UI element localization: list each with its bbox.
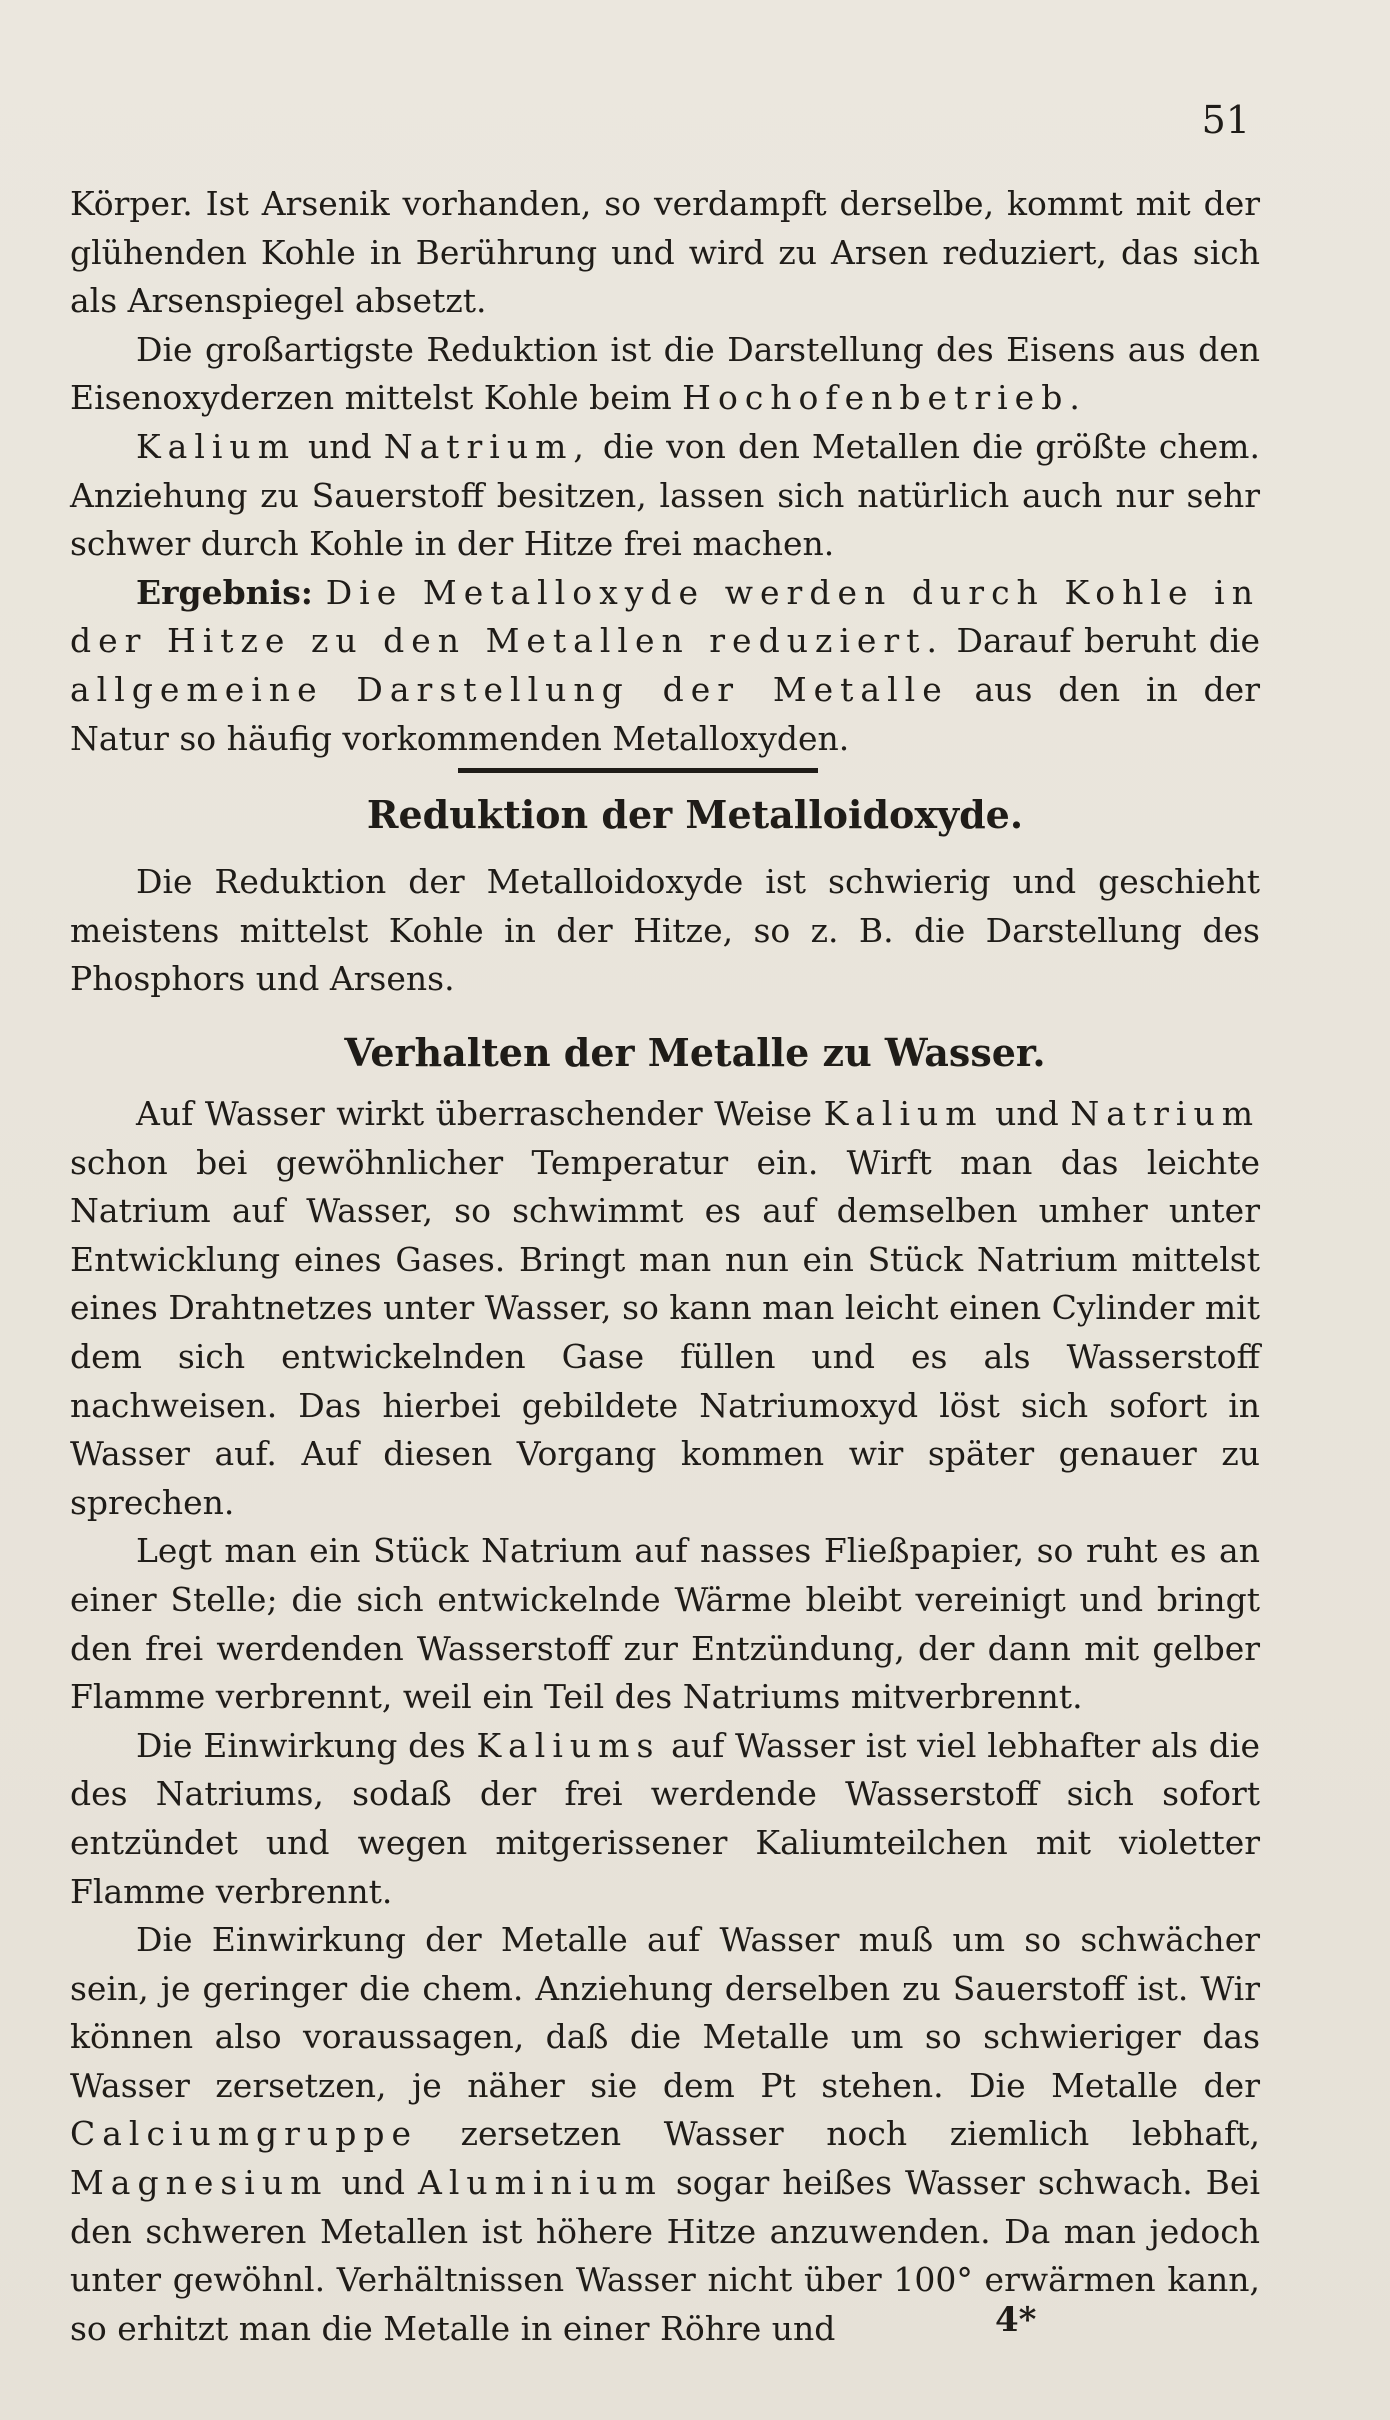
- paragraph-8-text: Die Einwirkung des: [136, 1725, 466, 1765]
- heading-metalle-wasser: Verhalten der Metalle zu Wasser.: [344, 1030, 1046, 1075]
- paragraph-8-kaliums: Kaliums: [476, 1725, 661, 1765]
- paragraph-9-text: Die Einwirkung der Metalle auf Wasser muß um so schwächer sein, je geringer die chem. Anziehung derselben zu Sauerstoff ist. Wir können also voraussagen, daß die Metalle um so schwieriger das Wasser zersetzen, je näher sie dem Pt stehen. Die Metalle der: [70, 1920, 1260, 2105]
- paragraph-3-und: und: [308, 426, 372, 466]
- paragraph-8-body: auf Wasser ist viel lebhafter als die des Natriums, sodaß der frei werdende Wasserstoff sich sofort entzündet und wegen mitgerissener Kaliumteilchen mit violetter Flamme verbrennt.: [70, 1725, 1260, 1911]
- paragraph-3: [70, 423, 1260, 569]
- paragraph-9: [70, 1916, 1260, 2353]
- text-section-2: [70, 858, 1260, 1004]
- text-section-3: [70, 1090, 1260, 2353]
- paragraph-3-natrium: Natrium,: [383, 426, 591, 466]
- paragraph-9-und: und: [341, 2163, 406, 2203]
- paragraph-3-kalium: Kalium: [136, 426, 296, 466]
- paragraph-9-calciumgruppe: Calciumgruppe: [70, 2114, 418, 2154]
- paragraph-6-text: Auf Wasser wirkt überraschender Weise: [136, 1094, 813, 1133]
- paragraph-9-tail: sogar heißes Wasser schwach. Bei den schweren Metallen ist höhere Hitze anzuwenden. Da man jedoch unter gewöhnl. Verhältnissen Wasser nicht über 100° erwärmen kann, so erhitzt man die Metalle in einer Röhre und: [70, 2163, 1261, 2348]
- paragraph-6: [70, 1090, 1260, 1527]
- signature-mark: 4*: [995, 2300, 1037, 2340]
- paragraph-4-emphasis: allgemeine Darstellung der Metalle: [70, 669, 949, 709]
- paragraph-4-text: Darauf beruht die: [956, 621, 1260, 661]
- text-section-1: [70, 180, 1260, 763]
- paragraph-6-kalium: Kalium: [823, 1094, 984, 1133]
- paragraph-6-und: und: [995, 1094, 1059, 1133]
- paragraph-9-magnesium: Magnesium: [70, 2163, 329, 2203]
- result-label: Ergebnis:: [136, 572, 313, 612]
- paragraph-5: Die Reduktion der Metalloidoxyde ist schwierig und geschieht meistens mittelst Kohle in der Hitze, so z. B. die Darstellung des Phosphors und Arsens.: [70, 862, 1260, 999]
- section-divider: [458, 768, 818, 773]
- heading-metalloidoxide: Reduktion der Metalloidoxyde.: [366, 792, 1024, 837]
- paragraph-9-mid: zersetzen Wasser noch ziemlich lebhaft,: [460, 2114, 1260, 2154]
- paragraph-2-text: Die großartigste Reduktion ist die Darstellung des Eisens aus den Eisenoxyderzen mittelst Kohle beim: [70, 329, 1260, 418]
- paragraph-1: Körper. Ist Arsenik vorhanden, so verdampft derselbe, kommt mit der glühenden Kohle in Berührung und wird zu Arsen reduziert, das sich als Arsenspiegel absetzt.: [70, 184, 1260, 321]
- paragraph-4-tail: aus den in der Natur so häufig vorkommenden Metalloxyden.: [70, 669, 1260, 758]
- paragraph-8: [70, 1722, 1260, 1916]
- page-number: 51: [1201, 98, 1250, 142]
- paragraph-4: [70, 569, 1260, 763]
- paragraph-2-emphasis: Hochofenbetrieb.: [682, 378, 1087, 418]
- paragraph-3-text: die von den Metallen die größte chem. Anziehung zu Sauerstoff besitzen, lassen sich natürlich auch nur sehr schwer durch Kohle in der Hitze frei machen.: [70, 426, 1260, 564]
- paragraph-9-aluminium: Aluminium: [418, 2163, 663, 2203]
- result-statement: Die Metalloxyde werden durch Kohle in der Hitze zu den Metallen reduziert.: [70, 572, 1260, 661]
- paragraph-7: Legt man ein Stück Natrium auf nasses Fließpapier, so ruht es an einer Stelle; die sich entwickelnde Wärme bleibt vereinigt und bringt den frei werdenden Wasserstoff zur Entzündung, der dann mit gelber Flamme verbrennt, weil ein Teil des Natriums mitverbrennt.: [70, 1531, 1260, 1717]
- paragraph-2: [70, 326, 1260, 423]
- paragraph-6-natrium: Natrium: [1070, 1094, 1261, 1133]
- paragraph-6-body: schon bei gewöhnlicher Temperatur ein. Wirft man das leichte Natrium auf Wasser, so schwimmt es auf demselben umher unter Entwicklung eines Gases. Bringt man nun ein Stück Natrium mittelst eines Drahtnetzes unter Wasser, so kann man leicht einen Cylinder mit dem sich entwickelnden Gase füllen und es als Wasserstoff nachweisen. Das hierbei gebildete Natriumoxyd löst sich sofort in Wasser auf. Auf diesen Vorgang kommen wir später genauer zu sprechen.: [70, 1142, 1260, 1522]
